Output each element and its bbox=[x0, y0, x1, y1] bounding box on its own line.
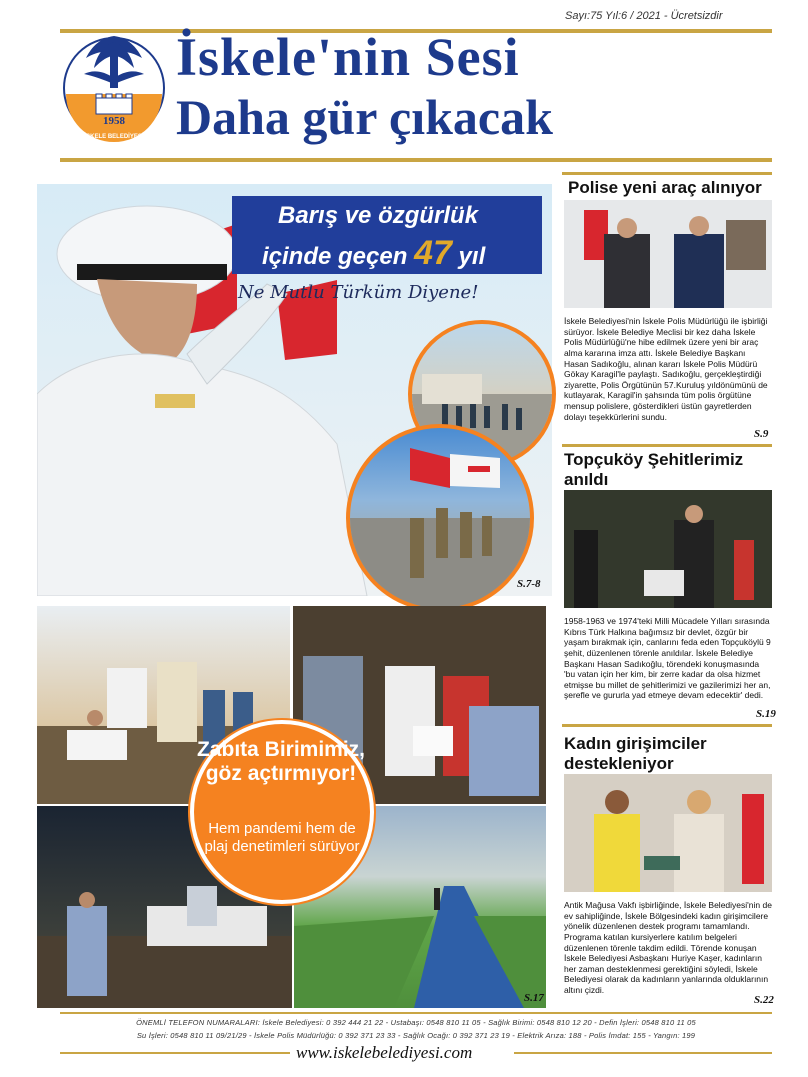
url-rule-left bbox=[60, 1052, 290, 1054]
municipality-logo bbox=[62, 24, 166, 152]
story2-title: Topçuköy Şehitlerimiz anıldı bbox=[564, 450, 744, 489]
story2-rule bbox=[562, 444, 772, 447]
logo-year: 1958 bbox=[103, 115, 125, 127]
footer-phones-2: Su İşleri: 0548 810 11 09/21/29 - İskele Polis Müdürlüğü: 0 392 371 23 33 - Sağlık Ocağı: 0 392 371 23 19 - Elektrik Arıza: 188 - Polis İmdat: 155 - Yangın: 199 bbox=[136, 1031, 696, 1040]
footer-rule bbox=[60, 1012, 772, 1014]
footer-phones-1: ÖNEMLİ TELEFON NUMARALARI: İskele Belediyesi: 0 392 444 21 22 - Ustabaşı: 0548 810 11 05 - Sağlık Birimi: 0548 810 12 20 - Defin İşleri: 0548 810 11 05 bbox=[136, 1018, 696, 1027]
banner-number: 47 bbox=[414, 234, 452, 272]
script-slogan: Ne Mutlu Türküm Diyene! bbox=[238, 282, 479, 303]
page-ref-story1: S.9 bbox=[754, 428, 769, 440]
story3-body: Antik Mağusa Vakfı işbirliğinde, İskele Belediyesi'nin de ev sahipliğinde, İskele Bölgesindeki kadın girişimcilere yönelik düzenlenen destek programı tamamlandı. Programa katılan kursiyerlere katılım belgeleri düzenlenen törenle takdim edildi. Törende konuşan İskele Belediyesi Asbaşkanı Huriye Kaşer, kadınların her zaman desteklenmesi gerektiğini söyledi, İskele Belediyesi olarak da kadınların yanlarında olduklarının altını çizdi. bbox=[564, 900, 772, 995]
story1-rule bbox=[562, 172, 772, 175]
url-rule-right bbox=[514, 1052, 772, 1054]
page-ref-story2: S.19 bbox=[756, 708, 776, 720]
banner-line-1: Barış ve özgürlük bbox=[278, 202, 479, 229]
story1-photo bbox=[564, 200, 772, 308]
story1-body: İskele Belediyesi'nin İskele Polis Müdürlüğü ile işbirliği sürüyor. İskele Belediye Meclisi bir kez daha İskele Polis Müdürlüğü'ne hibe edilmek üzere yeni bir araç alma kararına imza attı. İskele Belediye Başkanı Hasan Sadıkoğlu, alınan kararı İskele Polis Müdürü Gökay Karagil'le paylaştı. Sadıkoğlu, gerçekleştirdiği ziyarette, Polis Örgütünün 57.Kuruluş yıldönümünü de kutlayarak, Karagil'in şahsında tüm polis örgütüne mensup polislere, gösterdikleri üstün gayretlerden dolayı teşekkürlerini sundu. bbox=[564, 316, 768, 422]
parade-photo-circle bbox=[346, 424, 534, 612]
website-link[interactable]: www.iskelebelediyesi.com bbox=[296, 1043, 473, 1062]
page-ref-zabita: S.17 bbox=[524, 992, 544, 1004]
issue-info: Sayı:75 Yıl:6 / 2021 - Ücretsizdir bbox=[565, 10, 723, 22]
logo-text: İSKELE BELEDİYESİ bbox=[84, 134, 144, 140]
story1-title: Polise yeni araç alınıyor bbox=[568, 178, 762, 197]
masthead-title: İskele'nin Sesi bbox=[176, 27, 520, 87]
page-ref-main: S.7-8 bbox=[517, 578, 541, 590]
masthead-bottom-rule bbox=[60, 158, 772, 162]
story3-rule bbox=[562, 724, 772, 727]
story3-photo bbox=[564, 774, 772, 892]
masthead-subtitle: Daha gür çıkacak bbox=[176, 89, 553, 145]
zabita-title: Zabıta Birimimiz, göz açtırmıyor! bbox=[196, 738, 366, 786]
story3-title: Kadın girişimciler destekleniyor bbox=[564, 734, 707, 773]
page-ref-story3: S.22 bbox=[754, 994, 774, 1006]
story2-photo bbox=[564, 490, 772, 608]
story2-body: 1958-1963 ve 1974'teki Milli Mücadele Yılları sırasında Kıbrıs Türk Halkına bağımsız bir devlet, özgür bir yaşam bırakmak için, canlarını feda eden Topçuköylü 9 şehit, düzenlenen törenle anıldılar. İskele Belediye Başkanı Hasan Sadıkoğlu, törendeki konuşmasında 'bu vatan için her kim, bir zerre kadar da olsa hizmet etmişse bu millet de şehitlerimizi ve gazilerimizi her an, şerefle ve gururla yad etmeye devam edecektir' dedi. bbox=[564, 616, 771, 701]
banner-line-2: içinde geçen 47 yıl bbox=[262, 234, 486, 272]
zabita-subtitle: Hem pandemi hem de plaj denetimleri sürüyor bbox=[204, 820, 360, 855]
